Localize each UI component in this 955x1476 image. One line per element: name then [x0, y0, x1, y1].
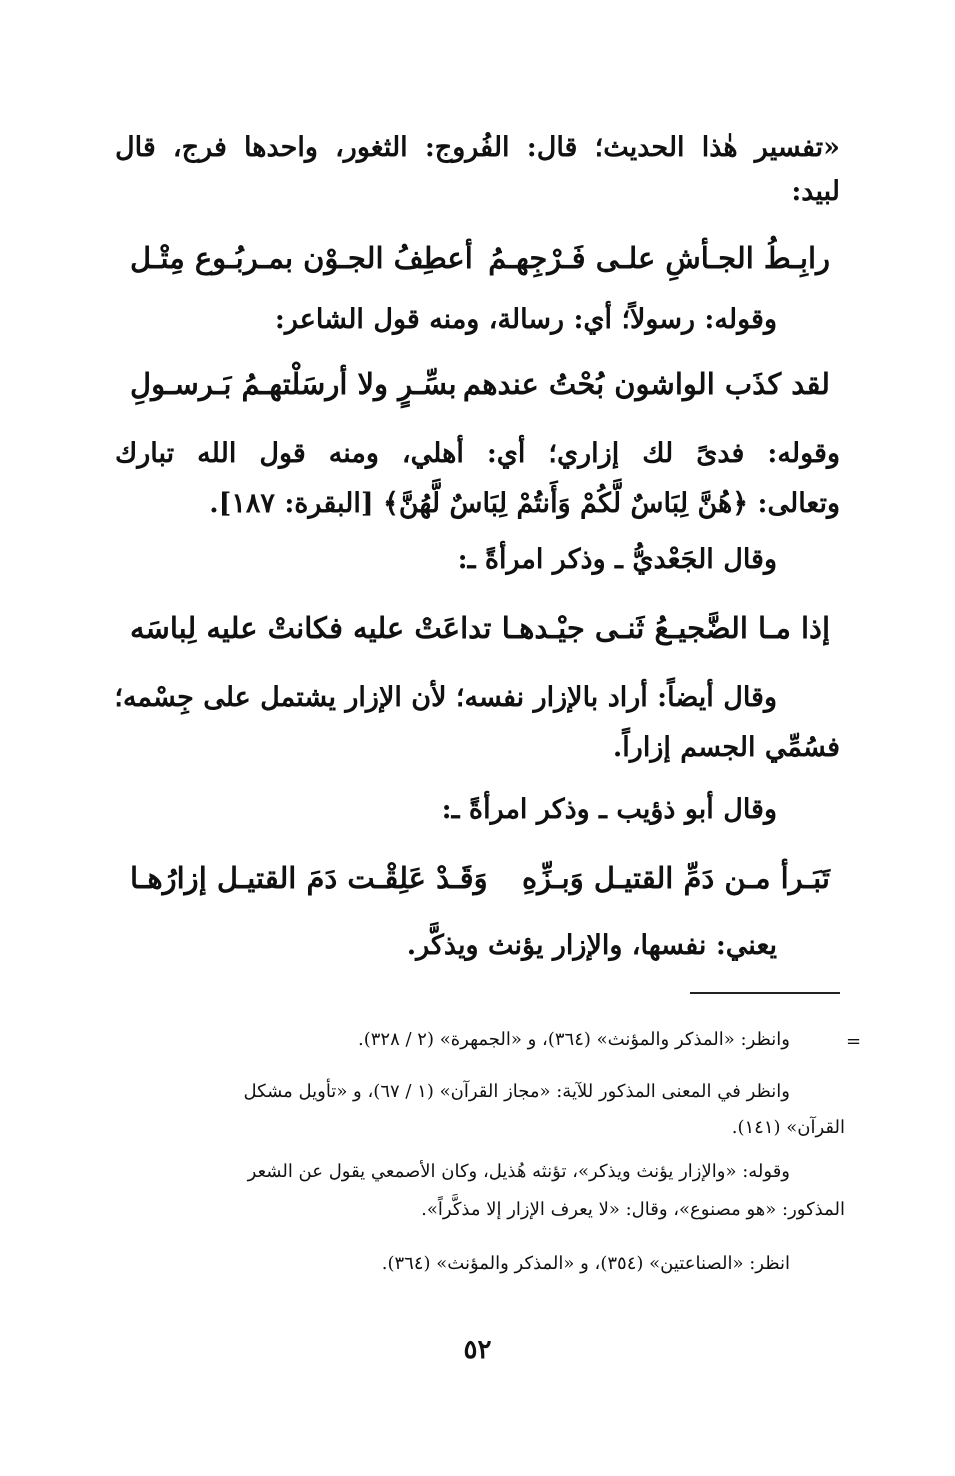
verse-2-first-hemistich: لقد كذَب الواشون بُحْتُ عندهم	[462, 367, 830, 401]
text-line-9: وقال أبو ذؤيب ـ وذكر امرأةً ـ:	[441, 794, 777, 825]
text-line-2: لبيد:	[791, 176, 840, 207]
verse-1	[130, 236, 830, 280]
verse-3-first-hemistich: إذا مـا الضَّجيـعُ ثَنـى جيْـدهـا	[501, 611, 830, 645]
text-line-8: فسُمِّي الجسم إزاراً.	[612, 732, 840, 763]
verse-2	[130, 362, 830, 406]
footnote-line-2: وانظر في المعنى المذكور للآية: «مجاز القرآن» (١ / ٦٧)، و «تأويل مشكل	[243, 1081, 790, 1102]
text-line-4: وقوله: فدىً لك إزاري؛ أي: أهلي، ومنه قول الله تبارك	[115, 438, 840, 469]
text-line-7: وقال أيضاً: أراد بالإزار نفسه؛ لأن الإزار يشتمل على جِسْمه؛	[114, 682, 777, 713]
verse-2-second-hemistich: بسِّـرٍ ولا أرسَلْتهـمُ بَـرسـولِ	[130, 367, 457, 401]
verse-3-second-hemistich: تداعَتْ عليه فكانتْ عليه لِباسَه	[130, 611, 492, 645]
footnote-line-3: القرآن» (١٤١).	[731, 1117, 845, 1138]
footnote-line-6: انظر: «الصناعتين» (٣٥٤)، و «المذكر والمؤنث» (٣٦٤).	[381, 1253, 790, 1274]
verse-4-first-hemistich: تَبَـرأ مـن دَمِّ القتيـل وَبـزِّهِ	[521, 861, 830, 895]
footnote-continuation-mark: =	[846, 1031, 862, 1052]
text-line-5: وتعالى: ﴿هُنَّ لِبَاسٌ لَّكُمْ وَأَنتُمْ لِبَاسٌ لَّهُنَّ﴾ [البقرة: ١٨٧].	[209, 488, 840, 519]
footnote-line-1: وانظر: «المذكر والمؤنث» (٣٦٤)، و «الجمهرة» (٢ / ٣٢٨).	[358, 1029, 790, 1050]
verse-1-second-hemistich: أعطِفُ الجـوْن بمـربُـوع مِتْـل	[130, 241, 473, 275]
verse-3	[130, 606, 830, 650]
footnote-line-5: المذكور: «هو مصنوع»، وقال: «لا يعرف الإزار إلا مذكَّراً».	[421, 1199, 845, 1220]
verse-4	[130, 856, 830, 900]
footnote-separator	[690, 992, 840, 994]
text-line-10: يعني: نفسها، والإزار يؤنث ويذكَّر.	[406, 930, 777, 961]
verse-4-second-hemistich: وَقَـدْ عَلِقْـت دَمَ القتيـل إزارُهـا	[130, 861, 488, 895]
text-line-3: وقوله: رسولاً؛ أي: رسالة، ومنه قول الشاعر:	[274, 304, 777, 335]
verse-1-first-hemistich: رابِـطُ الجـأشِ علـى فَـرْجِهـمُ	[488, 241, 830, 275]
footnote-line-4: وقوله: «والإزار يؤنث ويذكر»، تؤنثه هُذيل، وكان الأصمعي يقول عن الشعر	[247, 1161, 790, 1182]
page-number: ٥٢	[463, 1335, 492, 1365]
text-line-6: وقال الجَعْديُّ ـ وذكر امرأةً ـ:	[457, 544, 777, 575]
text-line-1: «تفسير هٰذا الحديث؛ قال: الفُروج: الثغور، واحدها فرج، قال	[115, 132, 840, 163]
